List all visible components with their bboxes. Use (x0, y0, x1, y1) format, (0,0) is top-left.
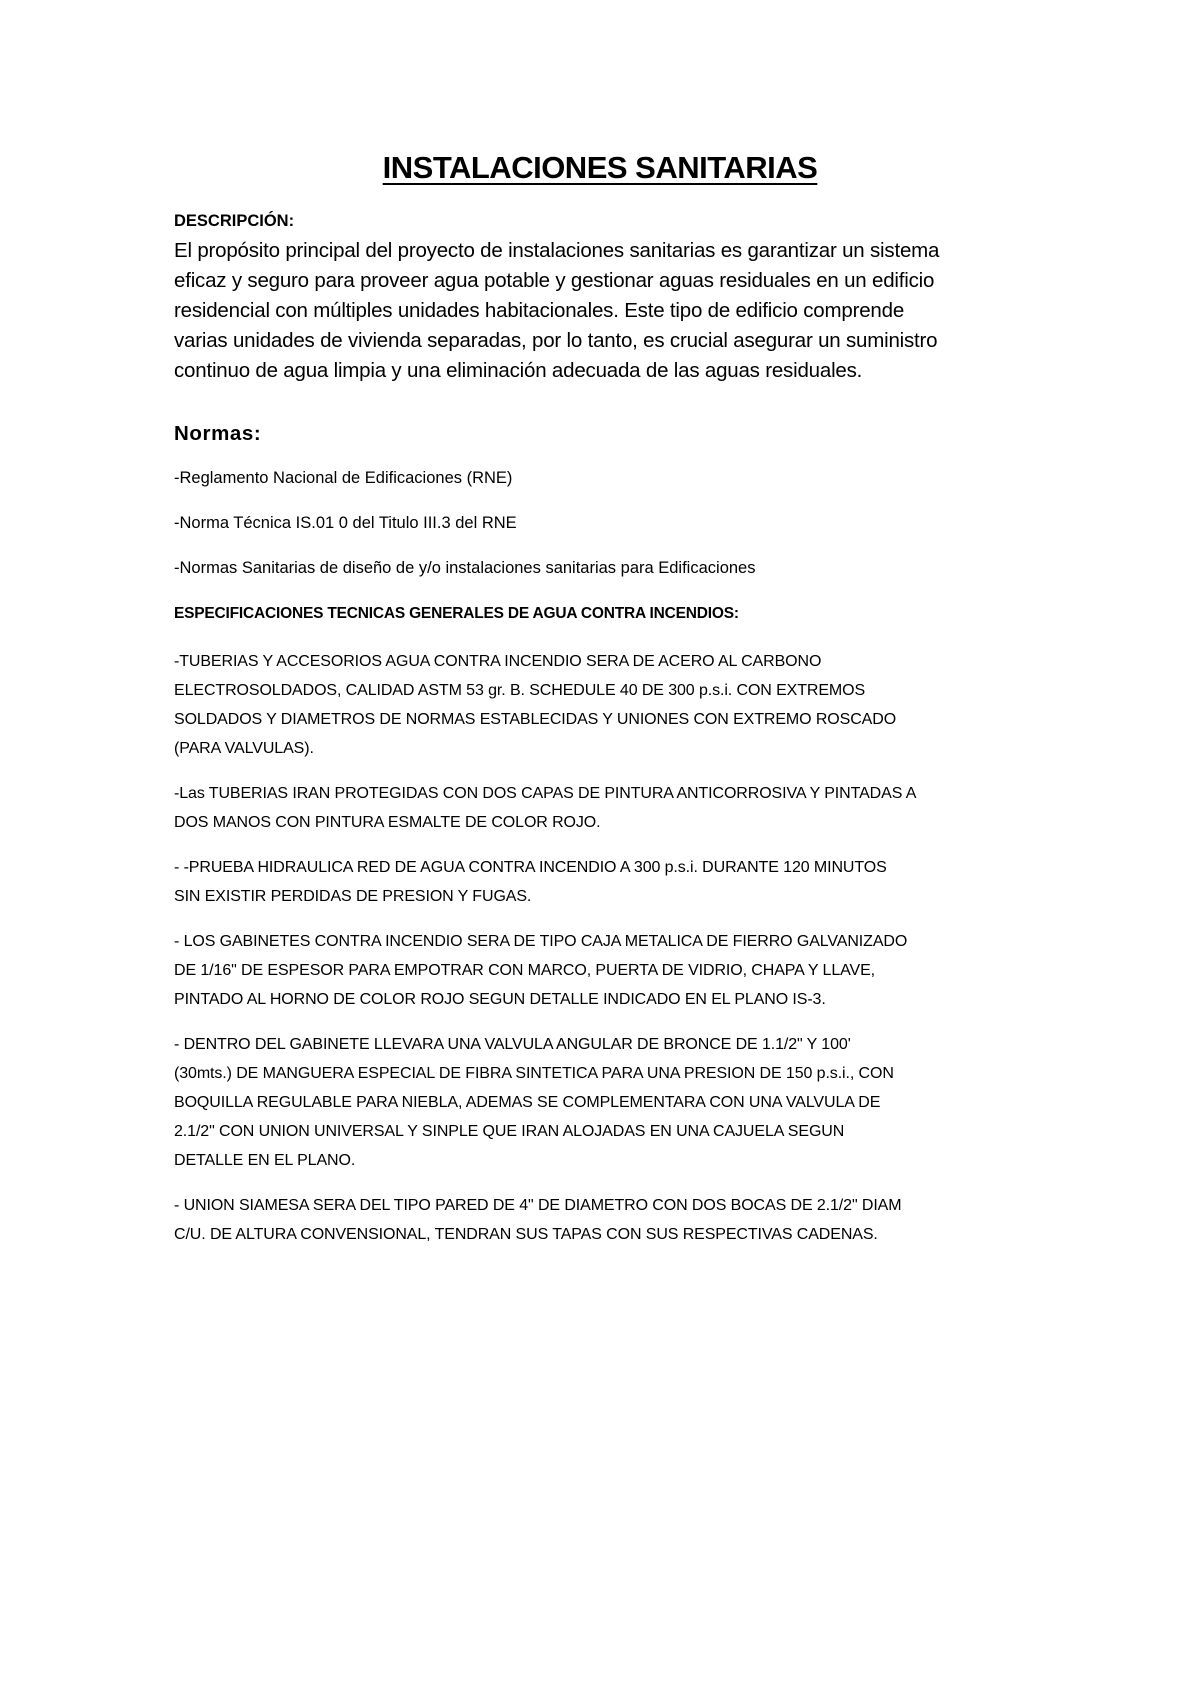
spec-line: DETALLE EN EL PLANO. (174, 1152, 356, 1169)
norma-item: -Reglamento Nacional de Edificaciones (RNE) (174, 469, 513, 487)
spec-line: -TUBERIAS Y ACCESORIOS AGUA CONTRA INCENDIO SERA DE ACERO AL CARBONO (174, 653, 822, 670)
spec-line: - DENTRO DEL GABINETE LLEVARA UNA VALVULA ANGULAR DE BRONCE DE 1.1/2" Y 100' (174, 1036, 851, 1053)
spec-line: SOLDADOS Y DIAMETROS DE NORMAS ESTABLECIDAS Y UNIONES CON EXTREMO ROSCADO (174, 711, 897, 728)
spec-line: PINTADO AL HORNO DE COLOR ROJO SEGUN DETALLE INDICADO EN EL PLANO IS-3. (174, 991, 826, 1008)
spec-line: ELECTROSOLDADOS, CALIDAD ASTM 53 gr. B. SCHEDULE 40 DE 300 p.s.i. CON EXTREMOS (174, 682, 866, 699)
spec-line: (PARA VALVULAS). (174, 740, 314, 757)
spec-line: -Las TUBERIAS IRAN PROTEGIDAS CON DOS CAPAS DE PINTURA ANTICORROSIVA Y PINTADAS A (174, 785, 917, 802)
description-heading: DESCRIPCIÓN: (174, 212, 295, 230)
document-title: INSTALACIONES SANITARIAS (382, 150, 818, 185)
spec-line: - UNION SIAMESA SERA DEL TIPO PARED DE 4" DE DIAMETRO CON DOS BOCAS DE 2.1/2" DIAM (174, 1197, 902, 1214)
spec-line: (30mts.) DE MANGUERA ESPECIAL DE FIBRA SINTETICA PARA UNA PRESION DE 150 p.s.i., CON (174, 1065, 894, 1082)
spec-line: 2.1/2" CON UNION UNIVERSAL Y SINPLE QUE IRAN ALOJADAS EN UNA CAJUELA SEGUN (174, 1123, 845, 1140)
spec-line: C/U. DE ALTURA CONVENSIONAL, TENDRAN SUS TAPAS CON SUS RESPECTIVAS CADENAS. (174, 1226, 878, 1243)
norma-item: -Norma Técnica IS.01 0 del Titulo III.3 del RNE (174, 514, 517, 532)
specifications-heading: ESPECIFICACIONES TECNICAS GENERALES DE AGUA CONTRA INCENDIOS: (174, 605, 739, 622)
description-line: varias unidades de vivienda separadas, por lo tanto, es crucial asegurar un suministro (174, 329, 938, 352)
description-line: eficaz y seguro para proveer agua potable y gestionar aguas residuales en un edificio (174, 269, 935, 292)
spec-line: SIN EXISTIR PERDIDAS DE PRESION Y FUGAS. (174, 888, 532, 905)
spec-line: - LOS GABINETES CONTRA INCENDIO SERA DE TIPO CAJA METALICA DE FIERRO GALVANIZADO (174, 933, 908, 950)
description-line: residencial con múltiples unidades habitacionales. Este tipo de edificio comprende (174, 299, 905, 322)
spec-line: BOQUILLA REGULABLE PARA NIEBLA, ADEMAS SE COMPLEMENTARA CON UNA VALVULA DE (174, 1094, 881, 1111)
description-line: continuo de agua limpia y una eliminación adecuada de las aguas residuales. (174, 359, 863, 382)
normas-heading: Normas: (174, 422, 262, 445)
norma-item: -Normas Sanitarias de diseño de y/o instalaciones sanitarias para Edificaciones (174, 559, 756, 577)
spec-line: DOS MANOS CON PINTURA ESMALTE DE COLOR ROJO. (174, 814, 601, 831)
spec-line: - -PRUEBA HIDRAULICA RED DE AGUA CONTRA INCENDIO A 300 p.s.i. DURANTE 120 MINUTOS (174, 859, 887, 876)
spec-line: DE 1/16" DE ESPESOR PARA EMPOTRAR CON MARCO, PUERTA DE VIDRIO, CHAPA Y LLAVE, (174, 962, 875, 979)
description-line: El propósito principal del proyecto de instalaciones sanitarias es garantizar un sistema (174, 239, 940, 262)
